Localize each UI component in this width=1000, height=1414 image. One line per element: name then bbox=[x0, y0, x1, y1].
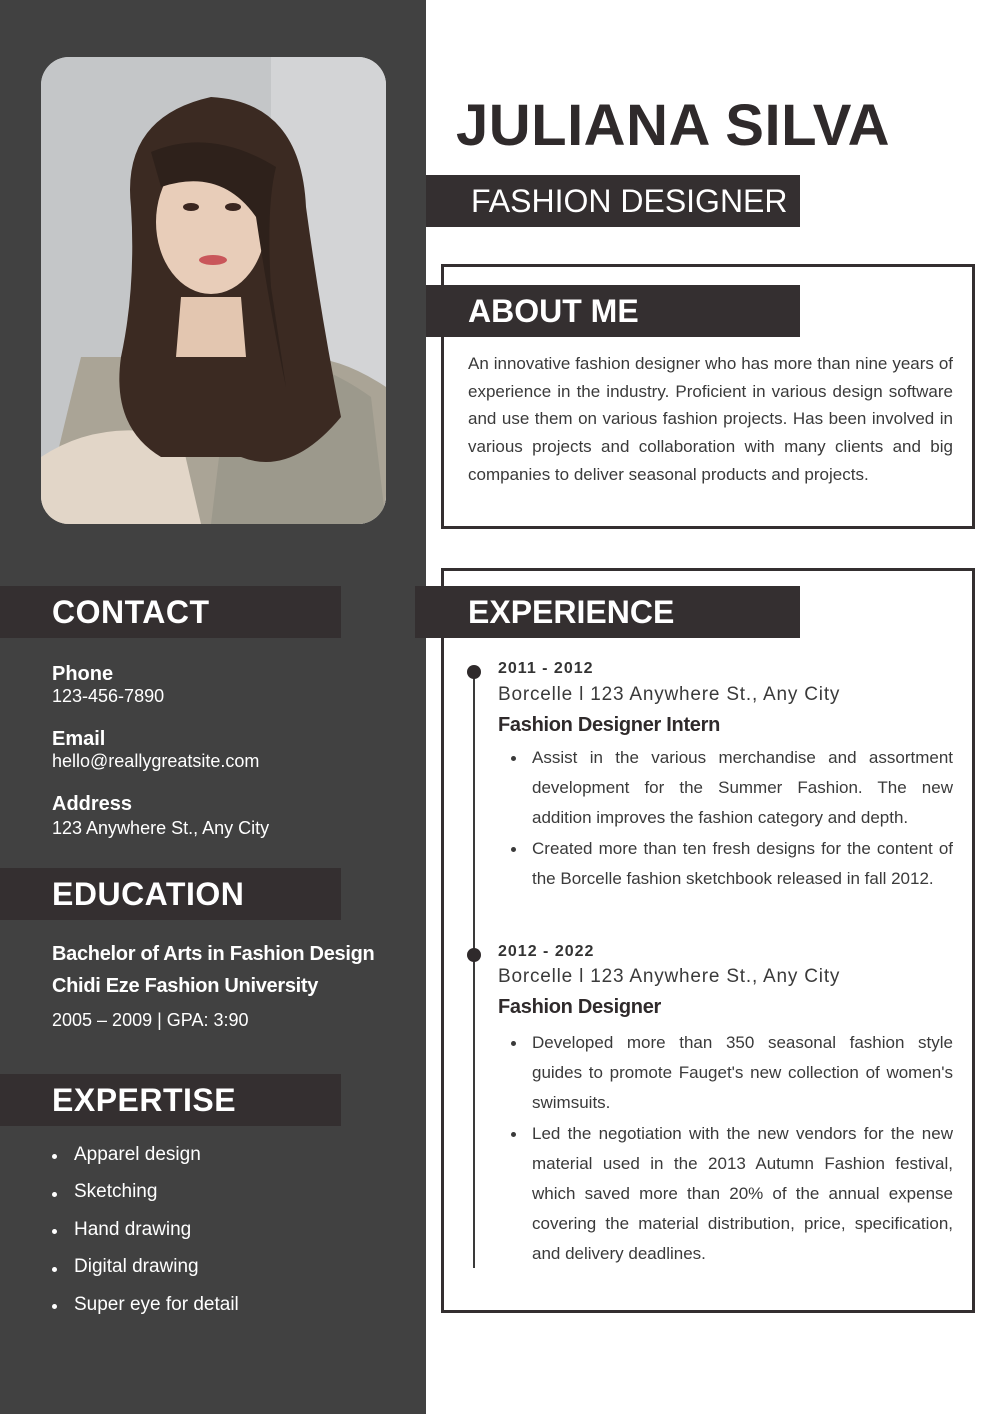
bullet-icon bbox=[511, 1132, 516, 1137]
expertise-heading: EXPERTISE bbox=[0, 1074, 341, 1126]
email-value: hello@reallygreatsite.com bbox=[52, 751, 260, 771]
job-bullet: Created more than ten fresh designs for the content of the Borcelle fashion sketchbook released in fall 2012. bbox=[532, 834, 953, 894]
address-value: 123 Anywhere St., Any City bbox=[52, 818, 270, 838]
expertise-item: Apparel design bbox=[52, 1136, 239, 1174]
timeline-dot bbox=[467, 665, 481, 679]
about-heading: ABOUT ME bbox=[426, 285, 800, 337]
candidate-name: JULIANA SILVA bbox=[456, 93, 890, 158]
bullet-icon bbox=[52, 1304, 57, 1309]
job-years: 2012 - 2022 bbox=[498, 943, 595, 960]
bullet-icon bbox=[511, 756, 516, 761]
bullet-icon bbox=[511, 1041, 516, 1046]
job-bullets bbox=[532, 743, 953, 894]
education-school: Chidi Eze Fashion University bbox=[52, 975, 319, 997]
about-text: An innovative fashion designer who has more than nine years of experience in the industry. Proficient in various design software and use them on various fashion projects. Has been involved in various projects and collaboration with many clients and big companies to deliver seasonal products and projects. bbox=[468, 354, 953, 484]
job-bullet: Assist in the various merchandise and assortment development for the Summer Fashion. The new addition improves the fashion category and depth. bbox=[532, 743, 953, 834]
timeline-dot bbox=[467, 948, 481, 962]
job-title: FASHION DESIGNER bbox=[426, 175, 800, 227]
job-role: Fashion Designer Intern bbox=[498, 714, 721, 736]
profile-photo bbox=[41, 57, 386, 524]
timeline-line bbox=[473, 672, 475, 1268]
job-company: Borcelle l 123 Anywhere St., Any City bbox=[498, 684, 841, 705]
contact-heading: CONTACT bbox=[0, 586, 341, 638]
job-bullet: Led the negotiation with the new vendors for the new material used in the 2013 Autumn Fashion festival, which saved more than 20% of the annual expense covering the material distribution, price, specification, and delivery deadlines. bbox=[532, 1119, 953, 1270]
bullet-icon bbox=[52, 1267, 57, 1272]
expertise-item: Sketching bbox=[52, 1174, 239, 1212]
phone-value: 123-456-7890 bbox=[52, 686, 165, 706]
education-years: 2005 – 2009 | GPA: 3:90 bbox=[52, 1010, 249, 1030]
education-degree: Bachelor of Arts in Fashion Design bbox=[52, 943, 375, 965]
email-label: Email bbox=[52, 728, 106, 750]
phone-label: Phone bbox=[52, 663, 114, 685]
job-bullet: Developed more than 350 seasonal fashion style guides to promote Fauget's new collection of women's swimsuits. bbox=[532, 1028, 953, 1119]
address-label: Address bbox=[52, 793, 133, 815]
job-bullets bbox=[532, 1028, 953, 1270]
expertise-item: Hand drawing bbox=[52, 1211, 239, 1249]
expertise-list bbox=[52, 1136, 239, 1324]
expertise-item: Digital drawing bbox=[52, 1249, 239, 1287]
experience-heading: EXPERIENCE bbox=[415, 586, 800, 638]
bullet-icon bbox=[52, 1154, 57, 1159]
bullet-icon bbox=[511, 847, 516, 852]
expertise-item: Super eye for detail bbox=[52, 1286, 239, 1324]
education-heading: EDUCATION bbox=[0, 868, 341, 920]
job-role: Fashion Designer bbox=[498, 996, 662, 1018]
bullet-icon bbox=[52, 1229, 57, 1234]
bullet-icon bbox=[52, 1192, 57, 1197]
job-years: 2011 - 2012 bbox=[498, 660, 594, 677]
job-company: Borcelle l 123 Anywhere St., Any City bbox=[498, 966, 841, 987]
